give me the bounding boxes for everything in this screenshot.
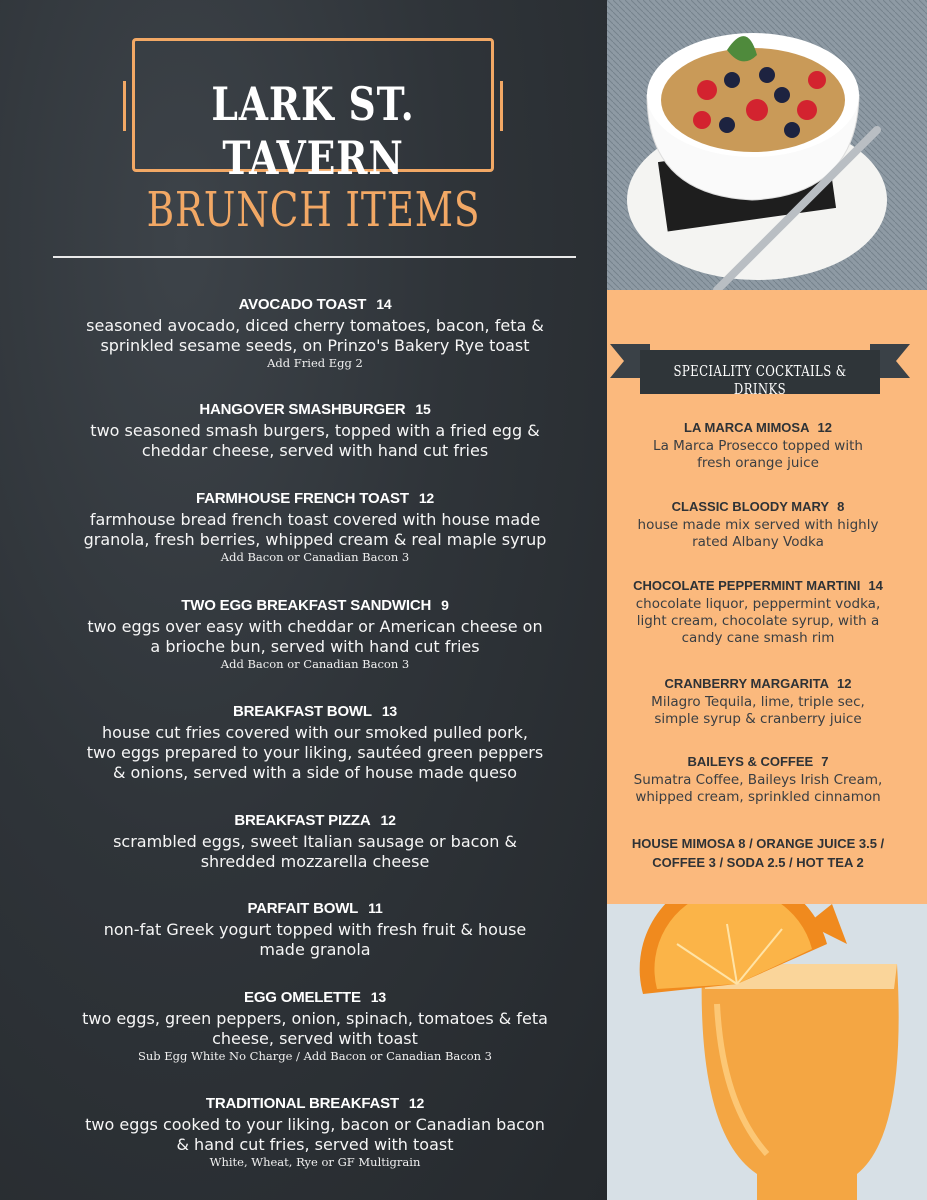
drink-item	[614, 676, 902, 728]
item-note: White, Wheat, Rye or GF Multigrain	[209, 1155, 421, 1169]
item-name: FARMHOUSE FRENCH TOAST	[195, 490, 409, 507]
drink-desc-line: light cream, chocolate syrup, with a	[636, 613, 880, 629]
item-price: 13	[381, 703, 398, 719]
item-price: 9	[441, 597, 449, 613]
drink-price: 12	[836, 676, 852, 691]
drink-desc-line: Milagro Tequila, lime, triple sec,	[651, 694, 865, 710]
drink-desc-line: house made mix served with highly	[637, 517, 879, 533]
menu-item	[50, 401, 580, 461]
drink-price: 8	[837, 499, 845, 514]
section-title: BRUNCH ITEMS	[146, 182, 481, 238]
item-note: Add Bacon or Canadian Bacon 3	[220, 657, 410, 671]
item-desc-line: & onions, served with a side of house made queso	[112, 763, 518, 782]
item-name: PARFAIT BOWL	[247, 900, 359, 917]
drink-price: 14	[868, 578, 883, 593]
parfait-illustration	[607, 0, 927, 290]
parfait-photo	[607, 0, 927, 290]
item-price: 12	[418, 490, 435, 506]
item-desc-line: two eggs prepared to your liking, sautéed green peppers	[86, 743, 544, 762]
logo-board	[132, 38, 494, 185]
drink-desc-line: fresh orange juice	[697, 455, 819, 471]
item-desc-line: a brioche bun, served with hand cut fries	[150, 637, 480, 656]
item-desc-line: granola, fresh berries, whipped cream & real maple syrup	[83, 530, 547, 549]
item-note: Add Fried Egg 2	[267, 356, 363, 370]
item-desc-line: two eggs over easy with cheddar or American cheese on	[87, 617, 543, 636]
item-name: AVOCADO TOAST	[238, 296, 367, 313]
restaurant-name: LARK ST. TAVERN	[211, 77, 415, 185]
drinks-title: SPECIALITY COCKTAILS & DRINKS	[673, 362, 847, 398]
item-desc-line: non-fat Greek yogurt topped with fresh fruit & house	[103, 920, 527, 939]
drink-desc-line: candy cane smash rim	[681, 630, 835, 646]
drink-name: LA MARCA MIMOSA	[684, 420, 810, 435]
house-drinks	[614, 834, 902, 872]
mimosa-photo	[607, 904, 927, 1200]
house-drinks-line: COFFEE 3 / SODA 2.5 / HOT TEA 2	[652, 855, 864, 870]
item-desc-line: made granola	[259, 940, 371, 959]
item-note: Add Bacon or Canadian Bacon 3	[220, 550, 410, 564]
item-note: Sub Egg White No Charge / Add Bacon or Canadian Bacon 3	[137, 1049, 493, 1063]
item-desc-line: & hand cut fries, served with toast	[176, 1135, 454, 1154]
menu-item	[50, 1095, 580, 1169]
menu-item	[50, 989, 580, 1063]
divider	[53, 256, 576, 258]
menu-item	[50, 703, 580, 783]
item-desc-line: house cut fries covered with our smoked pulled pork,	[101, 723, 529, 742]
item-price: 14	[376, 296, 392, 312]
item-name: EGG OMELETTE	[244, 989, 361, 1006]
item-name: BREAKFAST BOWL	[232, 703, 372, 720]
drink-name: CRANBERRY MARGARITA	[664, 676, 829, 691]
item-desc-line: two eggs, green peppers, onion, spinach, tomatoes & feta	[82, 1009, 548, 1028]
item-desc-line: two seasoned smash burgers, topped with a fried egg &	[90, 421, 540, 440]
item-desc-line: two eggs cooked to your liking, bacon or Canadian bacon	[85, 1115, 545, 1134]
drink-name: BAILEYS & COFFEE	[687, 754, 814, 769]
item-desc-line: sprinkled sesame seeds, on Prinzo's Bakery Rye toast	[100, 336, 530, 355]
drink-desc-line: chocolate liquor, peppermint vodka,	[635, 596, 881, 612]
drink-desc-line: La Marca Prosecco topped with	[653, 438, 863, 454]
item-price: 15	[415, 401, 431, 417]
drink-desc-line: whipped cream, sprinkled cinnamon	[635, 789, 881, 805]
drink-item	[614, 754, 902, 806]
drink-desc-line: simple syrup & cranberry juice	[654, 711, 862, 727]
item-price: 11	[368, 900, 383, 916]
menu-item	[50, 490, 580, 564]
drink-price: 12	[817, 420, 832, 435]
drink-desc-line: Sumatra Coffee, Baileys Irish Cream,	[633, 772, 883, 788]
item-desc-line: shredded mozzarella cheese	[200, 852, 430, 871]
drink-item	[614, 420, 902, 472]
menu-item	[50, 597, 580, 671]
item-name: TRADITIONAL BREAKFAST	[205, 1095, 399, 1112]
item-price: 12	[408, 1095, 425, 1111]
item-name: HANGOVER SMASHBURGER	[199, 401, 406, 418]
item-desc-line: seasoned avocado, diced cherry tomatoes, bacon, feta &	[86, 316, 544, 335]
drink-name: CLASSIC BLOODY MARY	[671, 499, 830, 514]
mimosa-illustration	[607, 904, 927, 1200]
item-desc-line: scrambled eggs, sweet Italian sausage or bacon &	[113, 832, 517, 851]
item-name: BREAKFAST PIZZA	[234, 812, 371, 829]
item-desc-line: farmhouse bread french toast covered with house made	[89, 510, 541, 529]
item-price: 12	[380, 812, 396, 828]
item-price: 13	[370, 989, 386, 1005]
drink-name: CHOCOLATE PEPPERMINT MARTINI	[633, 578, 861, 593]
menu-item	[50, 296, 580, 370]
drink-item	[614, 499, 902, 551]
house-drinks-line: HOUSE MIMOSA 8 / ORANGE JUICE 3.5 /	[631, 836, 885, 851]
drink-desc-line: rated Albany Vodka	[692, 534, 824, 550]
item-desc-line: cheese, served with toast	[212, 1029, 418, 1048]
item-name: TWO EGG BREAKFAST SANDWICH	[181, 597, 432, 614]
drink-item	[614, 578, 902, 647]
item-desc-line: cheddar cheese, served with hand cut fries	[141, 441, 489, 460]
drink-price: 7	[821, 754, 829, 769]
menu-item	[50, 900, 580, 960]
menu-item	[50, 812, 580, 872]
